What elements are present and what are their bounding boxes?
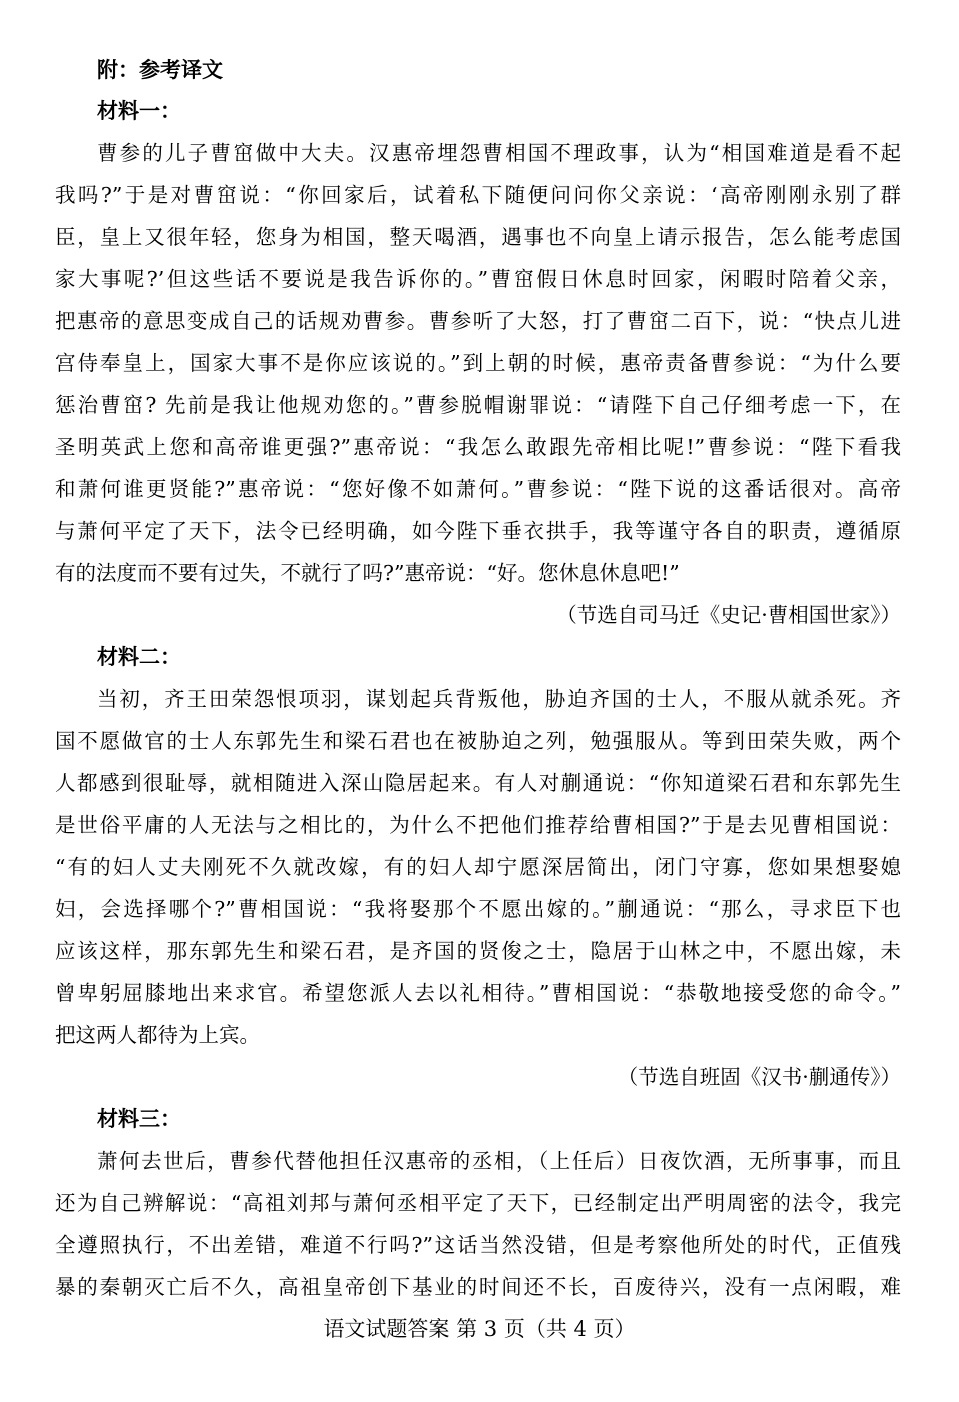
material-1-line: 把惠帝的意思变成自己的话规劝曹参。曹参听了大怒，打了曹窋二百下，说：“快点儿进 [55,309,901,333]
material-1-line: 我吗?”于是对曹窋说：“你回家后，试着私下随便问问你父亲说：‘高帝刚刚永别了群 [55,183,901,207]
material-1-line: 家大事呢?’但这些话不要说是我告诉你的。”曹窋假日休息时回家，闲暇时陪着父亲， [55,267,901,291]
material-3-line: 全遵照执行，不出差错，难道不行吗?”这话当然没错，但是考察他所处的时代，正值残 [55,1233,901,1257]
page-title: 附：参考译文 [97,58,223,82]
material-2-heading: 材料二： [97,645,181,669]
material-1-line: 臣，皇上又很年轻，您身为相国，整天喝酒，遇事也不向皇上请示报告，怎么能考虑国 [55,225,901,249]
material-1-line: 曹参的儿子曹窋做中大夫。汉惠帝埋怨曹相国不理政事，认为“相国难道是看不起 [97,141,901,165]
material-2-line: 应该这样，那东郭先生和梁石君，是齐国的贤俊之士，隐居于山林之中，不愿出嫁，未 [55,939,901,963]
material-2-line: 把这两人都待为上宾。 [55,1023,260,1047]
material-3-line: 萧何去世后，曹参代替他担任汉惠帝的丞相，（上任后）日夜饮酒，无所事事，而且 [97,1149,901,1173]
material-2-line: “有的妇人丈夫刚死不久就改嫁，有的妇人却宁愿深居简出，闭门守寡，您如果想娶媳 [55,855,901,879]
material-2-line: 人都感到很耻辱，就相随进入深山隐居起来。有人对蒯通说：“你知道梁石君和东郭先生 [55,771,901,795]
material-1-line: 与萧何平定了天下，法令已经明确，如今陛下垂衣拱手，我等谨守各自的职责，遵循原 [55,519,901,543]
material-3-heading: 材料三： [97,1107,181,1131]
material-1-line: 宫侍奉皇上，国家大事不是你应该说的。”到上朝的时候，惠帝责备曹参说：“为什么要 [55,351,901,375]
material-2-line: 当初，齐王田荣怨恨项羽，谋划起兵背叛他，胁迫齐国的士人，不服从就杀死。齐 [97,687,901,711]
material-2-line: 曾卑躬屈膝地出来求官。希望您派人去以礼相待。”曹相国说：“恭敬地接受您的命令。” [55,981,901,1005]
material-2-line: 是世俗平庸的人无法与之相比的，为什么不把他们推荐给曹相国?”于是去见曹相国说： [55,813,901,837]
material-2-line: 国不愿做官的士人东郭先生和梁石君也在被胁迫之列，勉强服从。等到田荣失败，两个 [55,729,901,753]
page-footer: 语文试题答案 第 3 页（共 4 页） [323,1317,636,1341]
material-1-heading: 材料一： [97,99,181,123]
material-1-line: 和萧何谁更贤能?”惠帝说：“您好像不如萧何。”曹参说：“陛下说的这番话很对。高帝 [55,477,901,501]
material-2-line: 妇，会选择哪个?”曹相国说：“我将娶那个不愿出嫁的。”蒯通说：“那么，寻求臣下也 [55,897,901,921]
material-1-line: 有的法度而不要有过失，不就行了吗?”惠帝说：“好。您休息休息吧!” [55,561,680,585]
material-1-line: 惩治曹窋? 先前是我让他规劝您的。”曹参脱帽谢罪说：“请陛下自己仔细考虑一下，在 [55,393,901,417]
material-2-source: （节选自班固《汉书·蒯通传》） [617,1065,901,1089]
material-3-line: 还为自己辨解说：“高祖刘邦与萧何丞相平定了天下，已经制定出严明周密的法令，我完 [55,1191,901,1215]
material-1-source: （节选自司马迁《史记·曹相国世家》） [556,603,901,627]
material-1-line: 圣明英武上您和高帝谁更强?”惠帝说：“我怎么敢跟先帝相比呢!”曹参说：“陛下看我 [55,435,901,459]
material-3-line: 暴的秦朝灭亡后不久，高祖皇帝创下基业的时间还不长，百废待兴，没有一点闲暇，难 [55,1275,901,1299]
